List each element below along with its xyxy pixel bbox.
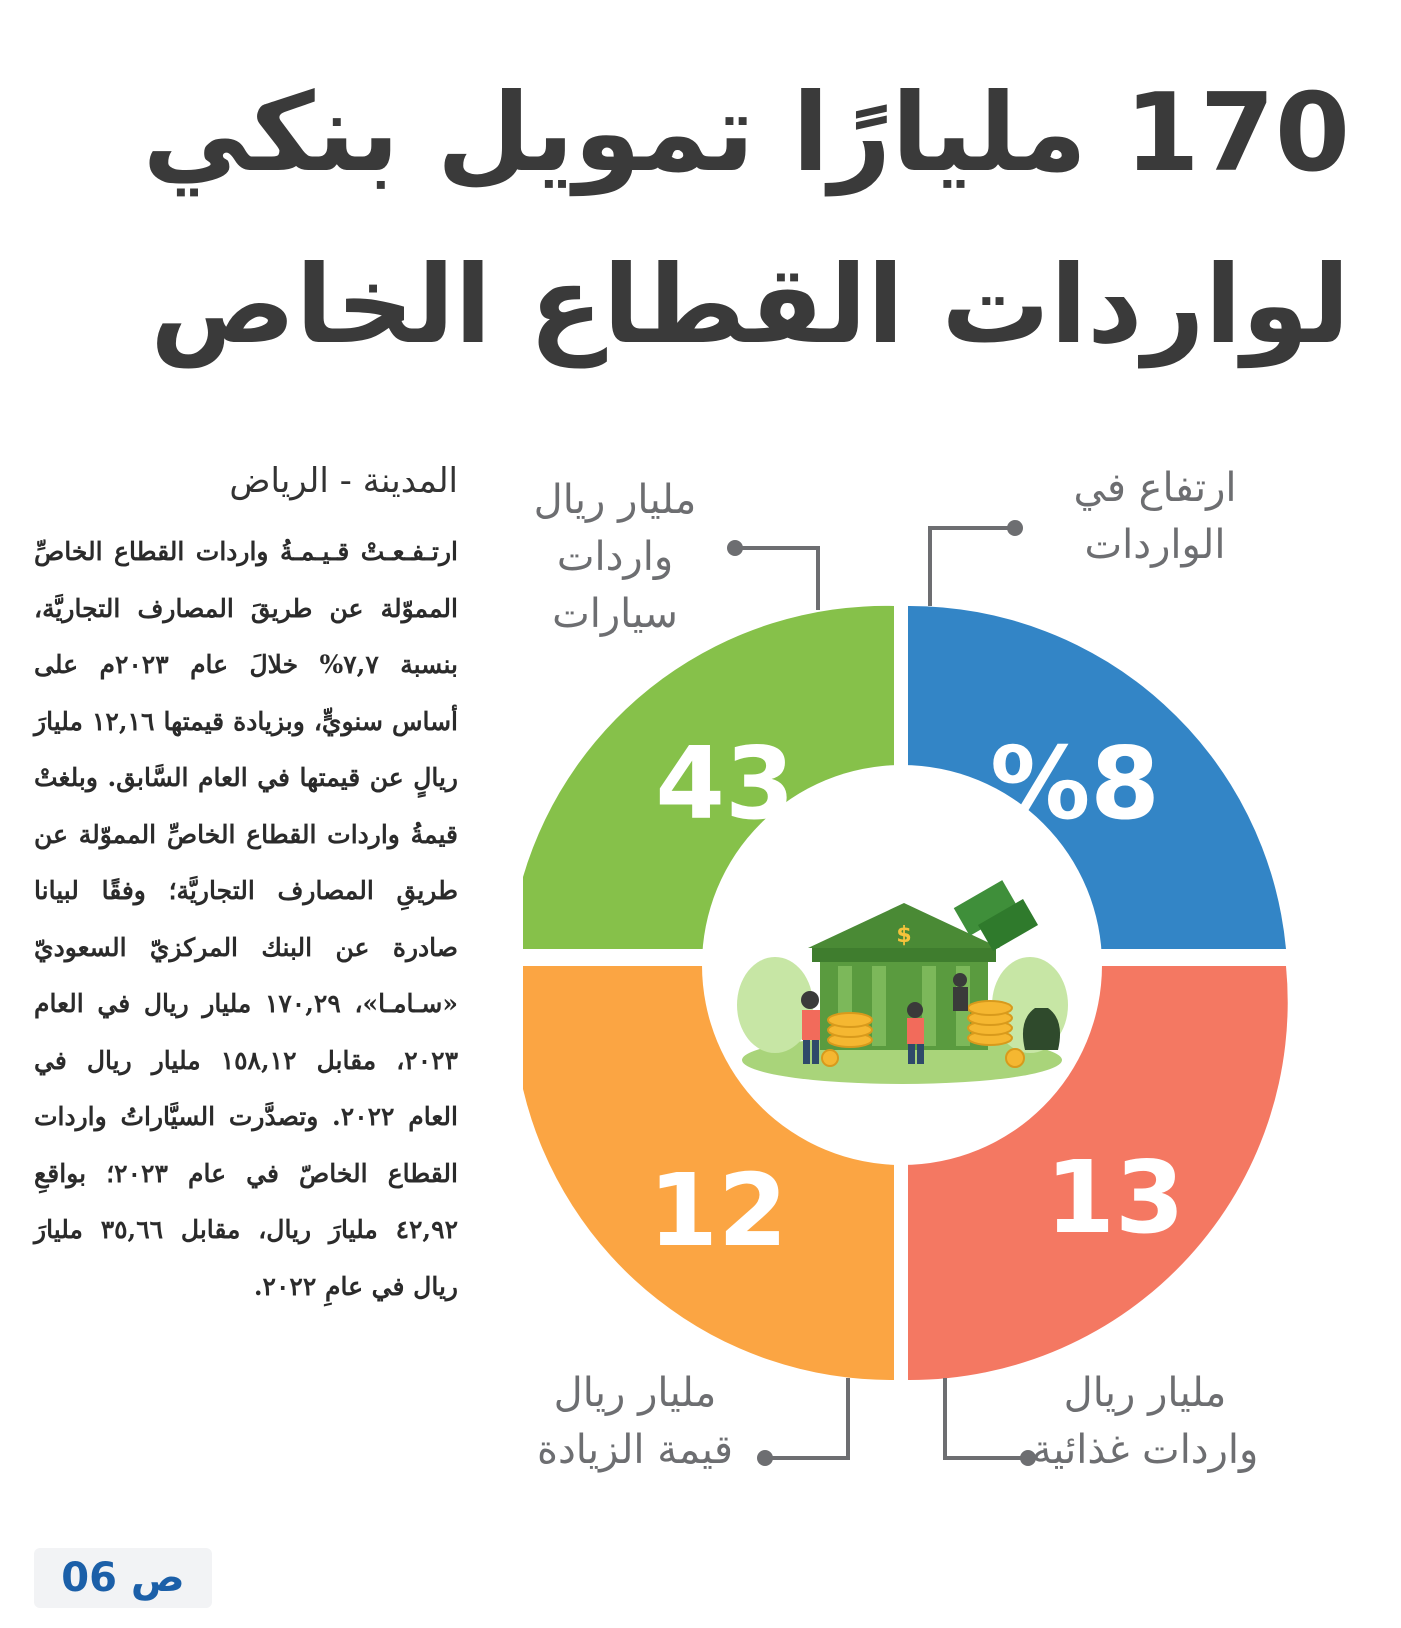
leader-line-food-imports	[945, 1378, 1028, 1458]
headline-line-2: لواردات القطاع الخاص	[150, 243, 1350, 368]
value-label-car-imports: 43	[655, 725, 795, 842]
label-increase-value: مليار ريال قيمة الزيادة	[537, 1370, 733, 1473]
dateline: المدينة - الرياض	[229, 461, 458, 501]
leader-dot	[757, 1450, 773, 1466]
value-label-imports-growth: %8	[990, 725, 1160, 842]
leader-line-car-imports	[735, 548, 818, 610]
label-food-imports: مليار ريال واردات غذائية	[1031, 1370, 1259, 1473]
article	[34, 458, 458, 1315]
headline	[50, 48, 1350, 392]
label-car-imports: مليار ريال واردات سيارات	[533, 477, 697, 637]
page-number-badge: ص 06	[34, 1548, 212, 1608]
value-label-increase-value: 12	[648, 1152, 788, 1269]
headline-line-1: 170 مليارًا تمويل بنكي	[142, 71, 1350, 196]
leader-line-imports-growth	[930, 528, 1015, 606]
svg-text:$: $	[896, 923, 912, 948]
leader-line-increase-value	[765, 1378, 848, 1458]
label-imports-growth: ارتفاع في الواردات	[1073, 465, 1237, 568]
article-body: ارتـفـعـتْ قـيـمـةُ واردات القطاع الخاصِّ المموّلة عن طريقَ المصارف التجاريَّة، بنسبة ٧,٧% خلالَ عام ٢٠٢٣م على أساس سنويٍّ، وبزيادة قيمتها ١٢,١٦ مليارَ ريالٍ عن قيمتها في العام السَّابق. وبلغتْ قيمةُ واردات القطاع الخاصِّ المموّلة عن طريقِ المصارف التجاريَّة؛ وفقًا لبيانا صادرة عن البنك المركزيّ السعوديّ «سـامـا»، ١٧٠,٢٩ مليار ريال في العام ٢٠٢٣، مقابل ١٥٨,١٢ مليار ريال في العام ٢٠٢٢. وتصدَّرت السيَّاراتُ واردات القطاع الخاصّ في عام ٢٠٢٣؛ بواقعِ ٤٢,٩٢ مليارَ ريال، مقابل ٣٥,٦٦ مليارَ ريال في عامِ ٢٠٢٢.	[34, 537, 458, 1301]
value-label-food-imports: 13	[1045, 1139, 1185, 1256]
quadrant-donut-chart	[520, 460, 1300, 1584]
